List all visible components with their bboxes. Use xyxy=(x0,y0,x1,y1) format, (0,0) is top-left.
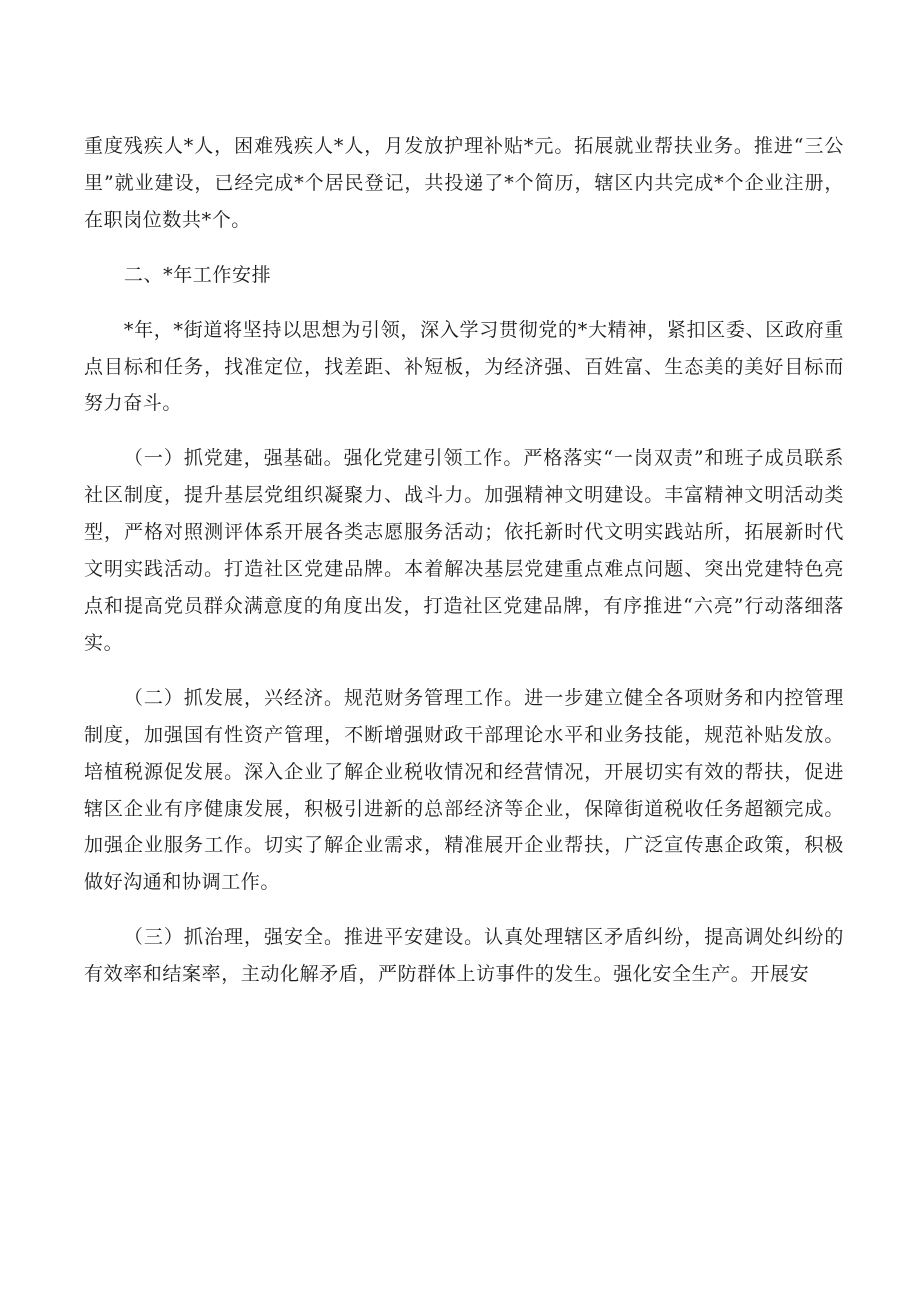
paragraph-economic-development: （二）抓发展，兴经济。规范财务管理工作。进一步建立健全各项财务和内控管理制度，加强国有性资产管理，不断增强财政干部理论水平和业务技能，规范补贴发放。培植税源促发展。深入企业了解企业税收情况和经营情况，开展切实有效的帮扶，促进辖区企业有序健康发展，积极引进新的总部经济等企业，保障街道税收任务超额完成。加强企业服务工作。切实了解企业需求，精准展开企业帮扶，广泛宣传惠企政策，积极做好沟通和协调工作。 xyxy=(84,686,844,894)
document-body xyxy=(84,128,844,993)
section-heading-work-plan: 二、*年工作安排 xyxy=(123,263,272,286)
paragraph-governance-safety: （三）抓治理，强安全。推进平安建设。认真处理辖区矛盾纠纷，提高调处纠纷的有效率和结案率，主动化解矛盾，严防群体上访事件的发生。强化安全生产。开展安 xyxy=(84,926,844,986)
paragraph-party-building: （一）抓党建，强基础。强化党建引领工作。严格落实“一岗双责”和班子成员联系社区制度，提升基层党组织凝聚力、战斗力。加强精神文明建设。丰富精神文明活动类型，严格对照测评体系开展各类志愿服务活动；依托新时代文明实践站所，拓展新时代文明实践活动。打造社区党建品牌。本着解决基层党建重点难点问题、突出党建特色亮点和提高党员群众满意度的角度出发，打造社区党建品牌，有序推进“六亮”行动落细落实。 xyxy=(84,447,844,654)
paragraph-work-plan-intro: *年，*街道将坚持以思想为引领，深入学习贯彻党的*大精神，紧扣区委、区政府重点目标和任务，找准定位，找差距、补短板，为经济强、百姓富、生态美的美好目标而努力奋斗。 xyxy=(84,318,844,415)
paragraph-disability-employment: 重度残疾人*人，困难残疾人*人，月发放护理补贴*元。拓展就业帮扶业务。推进“三公里”就业建设，已经完成*个居民登记，共投递了*个简历，辖区内共完成*个企业注册，在职岗位数共*个。 xyxy=(84,135,844,231)
